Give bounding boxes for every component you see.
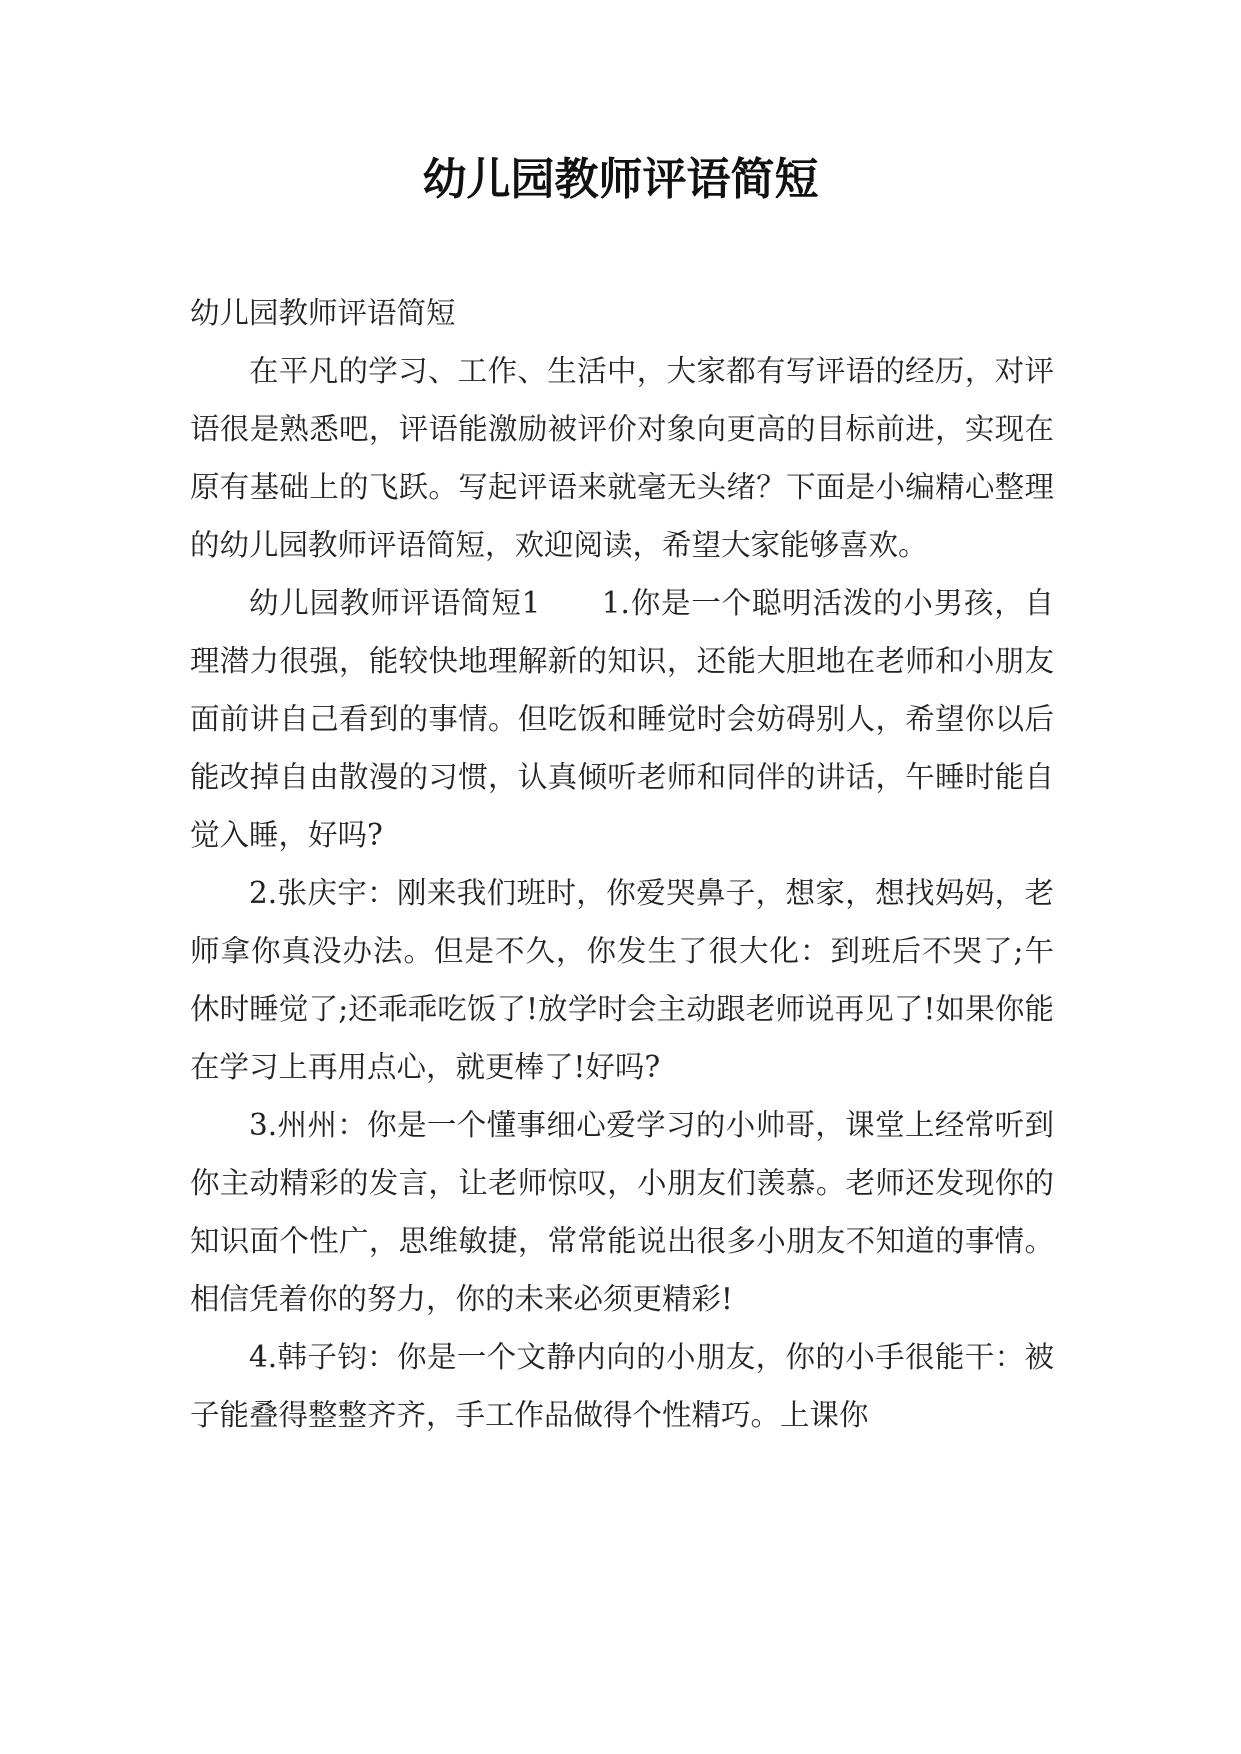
comment-paragraph-3: 3.州州：你是一个懂事细心爱学习的小帅哥，课堂上经常听到你主动精彩的发言，让老师惊叹，小朋友们羡慕。老师还发现你的知识面个性广，思维敏捷，常常能说出很多小朋友不知道的事情。相信凭着你的努力，你的未来必须更精彩! xyxy=(190,1108,1054,1316)
comment-paragraph-2: 2.张庆宇：刚来我们班时，你爱哭鼻子，想家，想找妈妈，老师拿你真没办法。但是不久，你发生了很大化：到班后不哭了;午休时睡觉了;还乖乖吃饭了!放学时会主动跟老师说再见了!如果你能在学习上再用点心，就更棒了!好吗? xyxy=(190,876,1054,1084)
comment-paragraph-1: 幼儿园教师评语简短1 1.你是一个聪明活泼的小男孩，自理潜力很强，能较快地理解新的知识，还能大胆地在老师和小朋友面前讲自己看到的事情。但吃饭和睡觉时会妨碍别人，希望你以后能改掉自由散漫的习惯，认真倾听老师和同伴的讲话，午睡时能自觉入睡，好吗? xyxy=(190,586,1054,852)
subtitle-paragraph: 幼儿园教师评语简短 xyxy=(190,296,456,330)
document-body xyxy=(190,284,1054,1444)
intro-paragraph: 在平凡的学习、工作、生活中，大家都有写评语的经历，对评语很是熟悉吧，评语能激励被评价对象向更高的目标前进，实现在原有基础上的飞跃。写起评语来就毫无头绪？下面是小编精心整理的幼儿园教师评语简短，欢迎阅读，希望大家能够喜欢。 xyxy=(190,354,1054,562)
comment-paragraph-4: 4.韩子钧：你是一个文静内向的小朋友，你的小手很能干：被子能叠得整整齐齐，手工作品做得个性精巧。上课你 xyxy=(190,1340,1054,1432)
document-title: 幼儿园教师评语简短 xyxy=(422,154,819,205)
